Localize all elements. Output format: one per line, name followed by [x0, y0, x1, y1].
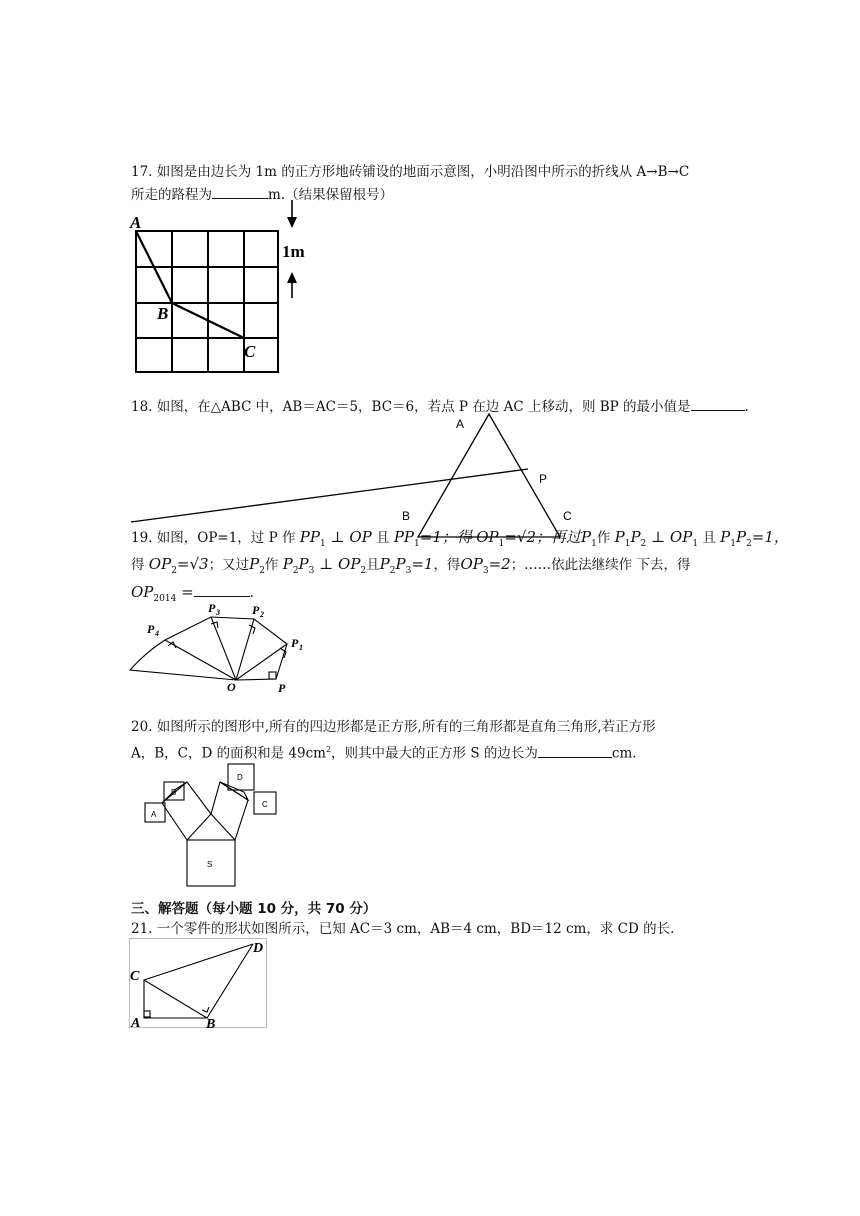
- q17-unit-label: 1m: [282, 242, 305, 261]
- q21-label-a: A: [131, 1016, 141, 1031]
- q20-line2-mid: ，则其中最大的正方形 S 的边长为: [331, 745, 538, 762]
- q19-l2-op3: $OP_3=2$: [460, 555, 511, 576]
- q18-label-a: A: [456, 417, 465, 431]
- svg-text:P: P: [147, 622, 155, 636]
- q19-l1-op1: $OP_1=√2$；再过: [476, 528, 581, 549]
- q19-label-p2: [252, 603, 264, 619]
- section3-title: 三、解答题（每小题 10 分，共 70 分）: [131, 901, 377, 917]
- svg-text:4: 4: [155, 629, 159, 638]
- svg-text:1: 1: [299, 643, 303, 652]
- q21-label-c: C: [130, 969, 140, 984]
- q19-label-p1: [291, 636, 303, 652]
- q19-l2-continue: ；……依此法继续作 下去，得: [510, 557, 691, 573]
- q20-line2: [131, 740, 731, 764]
- svg-text:3: 3: [216, 608, 220, 617]
- q20-label-c: C: [262, 800, 268, 809]
- q19-l2-de2: ，得: [433, 557, 461, 573]
- q18-label-b: B: [402, 509, 411, 523]
- q17-label-b: B: [157, 304, 169, 323]
- q17-label-a: A: [130, 213, 142, 232]
- q21-label-b: B: [206, 1017, 216, 1032]
- q20-line2-pre: A，B，C，D 的面积和是 49cm: [131, 745, 326, 762]
- q19-l2-de: 得: [131, 557, 145, 573]
- q19-l2-p2: $P_2$: [249, 555, 265, 576]
- q19-l2-p2p3: $P_2P_3$ ⊥ $OP_2$: [282, 555, 367, 576]
- q19-l1-p1: $P_1$: [580, 528, 597, 549]
- q19-l3-end: .: [249, 585, 254, 601]
- q19-label-p: P: [278, 681, 286, 695]
- q19-l1-p1p2-eq: $P_1P_2=1$，: [720, 528, 789, 549]
- q19-line1: [131, 527, 789, 554]
- svg-text:P: P: [208, 601, 216, 615]
- q21-label-d: D: [253, 941, 264, 956]
- q19-l1-pre: 19. 如图，OP=1，过 P 作: [131, 530, 296, 546]
- q19-l2-op2: $OP_2=√3$: [148, 555, 209, 576]
- q19-l2-youguo: ；又过: [208, 557, 250, 573]
- q21-part-figure: [129, 938, 269, 1030]
- q17-line1: 17. 如图是由边长为 1m 的正方形地砖铺设的地面示意图，小明沿图中所示的折线从 A→B→C: [131, 164, 690, 180]
- q17-line2-pre: 所走的路程为: [131, 187, 212, 203]
- q18-text-main: 18. 如图，在△ABC 中，AB＝AC＝5，BC＝6，若点 P 在边 AC 上移动，则 BP 的最小值是: [131, 399, 691, 415]
- q20-line2-post: cm.: [611, 745, 637, 762]
- q18-triangle-figure: [0, 0, 860, 560]
- q20-label-d: D: [237, 773, 243, 782]
- q19-l1-zuo: 作: [596, 530, 611, 546]
- q21-text: 21. 一个零件的形状如图所示，已知 AC＝3 cm，AB＝4 cm，BD＝12 cm，求 CD 的长.: [131, 921, 675, 937]
- q18-label-c: C: [563, 509, 572, 523]
- q19-l1-p1p2: $P_1P_2$ ⊥ $OP_1$: [614, 528, 699, 549]
- q17-label-c: C: [244, 342, 256, 361]
- q20-squares-figure: [140, 764, 285, 889]
- q19-answer-blank[interactable]: [194, 582, 250, 597]
- q19-l1-pp1: $PP_1$ ⊥ OP: [299, 528, 372, 549]
- q20-label-a: A: [151, 810, 157, 819]
- q20-label-s: S: [207, 860, 213, 869]
- q19-label-p3: [208, 601, 220, 617]
- svg-text:P: P: [252, 603, 260, 617]
- q19-l3-op2014: $OP_{2014}$ =: [131, 583, 194, 604]
- q20-label-b: B: [171, 788, 177, 797]
- q20-line1: 20. 如图所示的图形中,所有的四边形都是正方形,所有的三角形都是直角三角形,若正方形: [131, 719, 656, 735]
- q19-l2-and: 且: [366, 557, 380, 573]
- q17-line2-post: m.（结果保留根号）: [268, 187, 394, 203]
- q19-l2-p2p3-eq: $P_2P_3=1$: [379, 555, 434, 576]
- q19-l1-and2: 且: [702, 530, 716, 546]
- svg-text:P: P: [291, 636, 299, 650]
- q19-l1-and: 且: [376, 530, 390, 546]
- q20-answer-blank[interactable]: [538, 743, 612, 758]
- q18-end: .: [744, 399, 749, 415]
- q19-l1-pp1-eq: $PP_1=1$；得: [393, 528, 472, 549]
- q19-spiral-figure: [128, 600, 328, 695]
- q19-l2-zuo: 作: [264, 557, 279, 573]
- svg-text:2: 2: [260, 610, 264, 619]
- q18-label-p: P: [539, 472, 548, 486]
- q20-line2-sup: 2: [325, 745, 332, 754]
- q19-label-p4: [147, 622, 159, 638]
- q19-line2: [131, 554, 731, 581]
- q19-label-o: O: [227, 680, 236, 694]
